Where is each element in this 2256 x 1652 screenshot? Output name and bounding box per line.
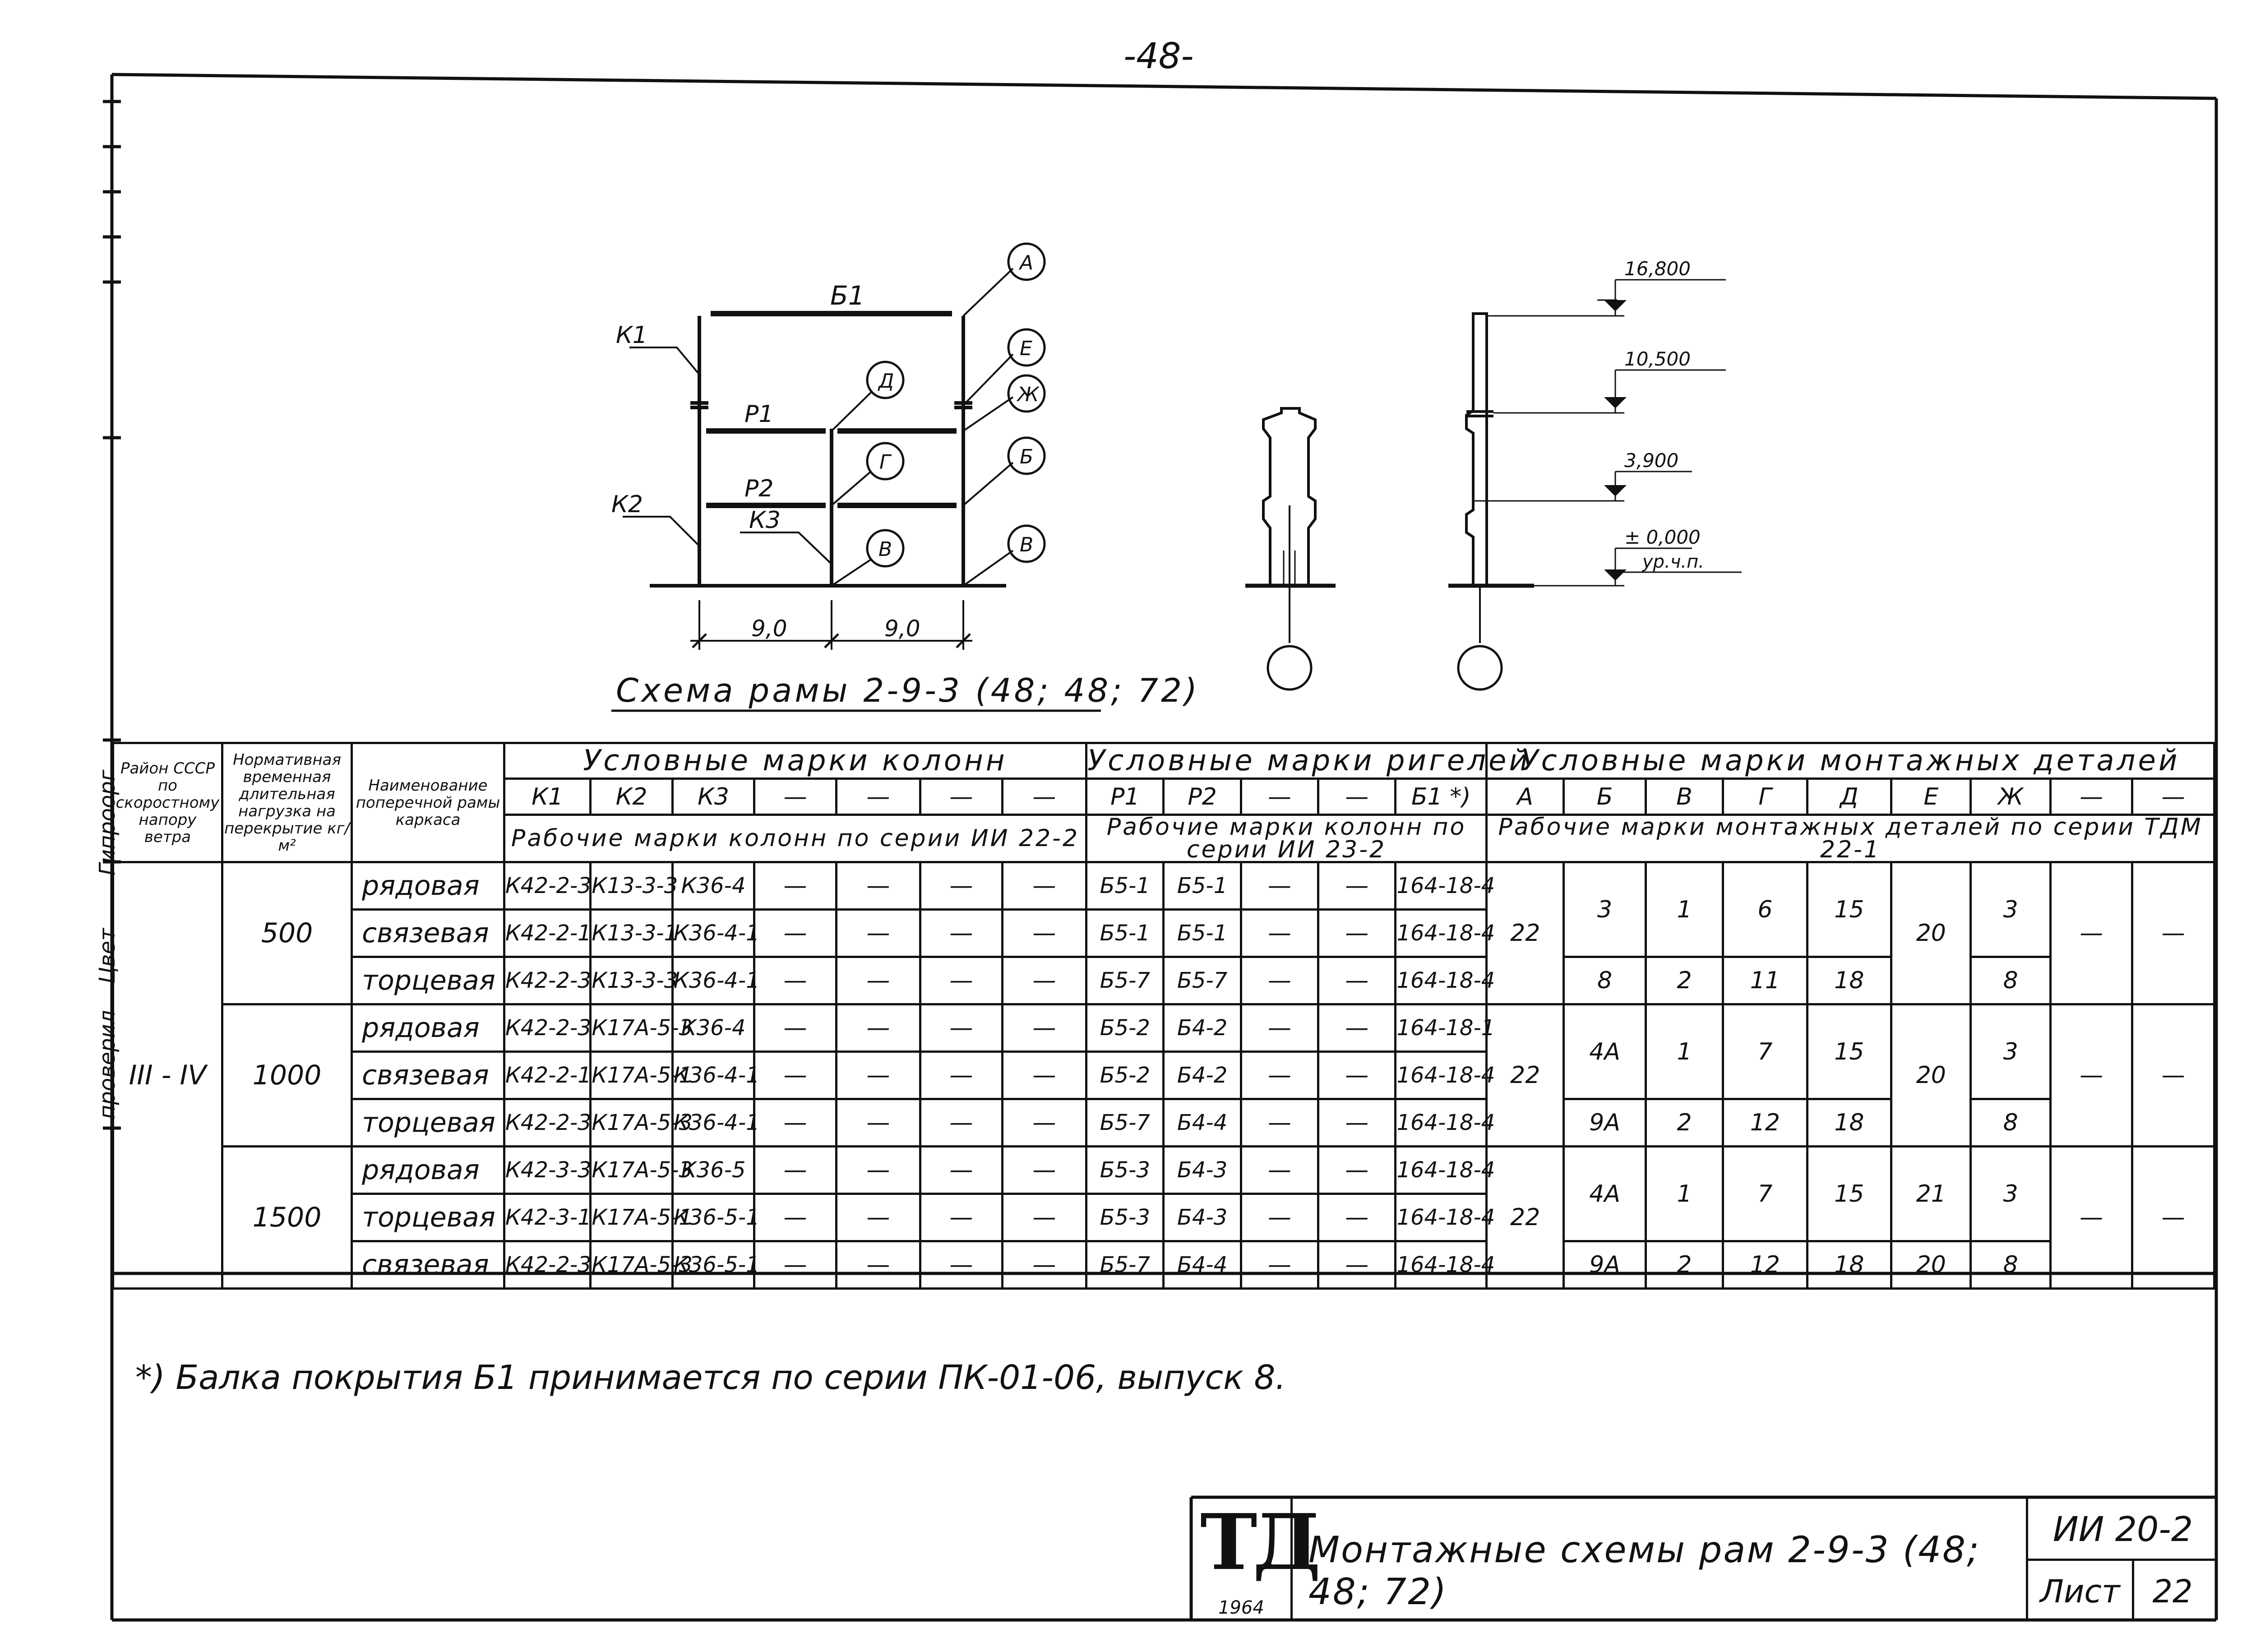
region-value: III - IV: [113, 862, 222, 1289]
stamp-signature: Цвет: [95, 928, 120, 984]
dash-cell: —: [836, 1004, 920, 1052]
detail-a-value: 22: [1487, 1004, 1564, 1147]
span-left: 9,0: [751, 615, 787, 642]
document-title: Монтажные схемы рам 2-9-3 (48; 48; 72): [1308, 1529, 1980, 1613]
column-k2: К17А-5-3: [591, 1099, 672, 1147]
rigel-p1: Б5-7: [1086, 1241, 1164, 1289]
dash-cell: —: [754, 1194, 836, 1241]
dash-cell: —: [920, 1241, 1002, 1289]
column-k1: К42-2-3: [504, 957, 591, 1004]
column-k2: К13-3-1: [591, 910, 672, 957]
rigel-p1: Б5-1: [1086, 862, 1164, 910]
beam-b1: 164-18-4: [1396, 1052, 1487, 1099]
header-rigels-work: Рабочие марки колонн по серии ИИ 23-2: [1086, 815, 1487, 862]
dash-cell: —: [754, 1099, 836, 1147]
detail-b-value: 9А: [1564, 1099, 1646, 1147]
dash-cell: —: [1318, 1099, 1396, 1147]
frame-name: торцевая: [352, 1194, 504, 1241]
detail-e-value: 21: [1891, 1147, 1971, 1241]
elevation-3900: 3,900: [1624, 449, 1679, 472]
elevation-0000: ± 0,000: [1624, 526, 1701, 548]
span-right: 9,0: [884, 615, 920, 642]
column-k3: К36-4: [672, 862, 754, 910]
detail-zh-value: 8: [1971, 957, 2050, 1004]
detail-b-value: 3: [1564, 862, 1646, 957]
column-k1: К42-3-3: [504, 1147, 591, 1194]
column-k2: К13-3-3: [591, 957, 672, 1004]
detail-mark-d: Д: [1807, 779, 1891, 815]
dash-cell: —: [836, 1099, 920, 1147]
detail-zh: Ж: [1017, 383, 1039, 406]
frame-name: рядовая: [352, 862, 504, 910]
detail-e-value: 20: [1891, 1241, 1971, 1289]
detail-b: Б: [1020, 445, 1034, 468]
col-mark-6: —: [920, 779, 1002, 815]
rigel-p1: Б5-2: [1086, 1052, 1164, 1099]
title-block: [1191, 1497, 2215, 1620]
rigel-mark-p1: Р1: [1086, 779, 1164, 815]
document-code: ИИ 20-2: [2053, 1509, 2193, 1549]
detail-mark-9: —: [2132, 779, 2214, 815]
dash-cell: —: [1318, 910, 1396, 957]
detail-v-mid: В: [878, 538, 892, 561]
dash-cell: —: [1002, 1004, 1086, 1052]
dash-cell: —: [1002, 1052, 1086, 1099]
dash-cell: —: [1241, 1194, 1318, 1241]
load-value: 500: [222, 862, 351, 1004]
detail-mark-zh: Ж: [1971, 779, 2050, 815]
dash-cell: —: [754, 862, 836, 910]
dash-cell: —: [920, 862, 1002, 910]
rigel-p2: Б4-3: [1164, 1194, 1241, 1241]
detail-b-value: 4А: [1564, 1147, 1646, 1241]
detail-d-value: 18: [1807, 1099, 1891, 1147]
rigel-mark-p2: Р2: [1164, 779, 1241, 815]
dash-cell: —: [754, 1147, 836, 1194]
rigel-p2: Б5-7: [1164, 957, 1241, 1004]
column-k2: К17А-5-3: [591, 1147, 672, 1194]
column-k3: К36-4: [672, 1004, 754, 1052]
detail-v-value: 2: [1646, 1099, 1723, 1147]
frame-name: торцевая: [352, 957, 504, 1004]
detail-mark-e: Е: [1891, 779, 1971, 815]
header-frame-name: Наименование поперечной рамы каркаса: [352, 743, 504, 862]
sheet-number: 22: [2152, 1573, 2193, 1610]
detail-g: Г: [879, 451, 891, 474]
column-k1: К42-2-1: [504, 1052, 591, 1099]
dash-cell: —: [2050, 1147, 2132, 1289]
dash-cell: —: [754, 1241, 836, 1289]
dash-cell: —: [836, 1194, 920, 1241]
detail-g-value: 12: [1723, 1099, 1807, 1147]
detail-zh-value: 3: [1971, 862, 2050, 957]
dash-cell: —: [1241, 957, 1318, 1004]
dash-cell: —: [1241, 1241, 1318, 1289]
detail-v-value: 1: [1646, 1147, 1723, 1241]
detail-g-value: 12: [1723, 1241, 1807, 1289]
label-rigel-p1: Р1: [744, 401, 774, 428]
detail-d-value: 15: [1807, 1004, 1891, 1099]
dash-cell: —: [1002, 1194, 1086, 1241]
label-rigel-p2: Р2: [744, 475, 774, 502]
detail-mark-b: Б: [1564, 779, 1646, 815]
dash-cell: —: [2132, 1147, 2214, 1289]
dash-cell: —: [920, 1147, 1002, 1194]
detail-v-value: 1: [1646, 1004, 1723, 1099]
table-row: [113, 1241, 2214, 1289]
header-columns-title: Условные марки колонн: [504, 743, 1086, 779]
sheet-label-box: [2026, 1559, 2134, 1620]
column-k1: К42-2-3: [504, 1241, 591, 1289]
dash-cell: —: [920, 1194, 1002, 1241]
dash-cell: —: [836, 1241, 920, 1289]
dash-cell: —: [754, 957, 836, 1004]
detail-g-value: 6: [1723, 862, 1807, 957]
dash-cell: —: [1318, 1241, 1396, 1289]
label-column-k2: К2: [611, 491, 643, 518]
column-k1: К42-2-1: [504, 910, 591, 957]
detail-d-value: 15: [1807, 862, 1891, 957]
detail-a-value: 22: [1487, 862, 1564, 1004]
detail-g-value: 7: [1723, 1004, 1807, 1099]
column-k1: К42-2-3: [504, 862, 591, 910]
page-number: -48-: [1123, 36, 1194, 77]
col-mark-k2: К2: [591, 779, 672, 815]
dash-cell: —: [1318, 1052, 1396, 1099]
column-k2: К17А-5-3: [591, 1004, 672, 1052]
dash-cell: —: [1318, 1004, 1396, 1052]
header-columns-work: Рабочие марки колонн по серии ИИ 22-2: [504, 815, 1086, 862]
detail-e: Е: [1020, 337, 1032, 360]
stamp-org: Гипроорг: [95, 769, 120, 875]
label-column-k3: К3: [749, 507, 781, 534]
detail-mark-g: Г: [1723, 779, 1807, 815]
dash-cell: —: [1318, 1147, 1396, 1194]
dash-cell: —: [836, 910, 920, 957]
scheme-caption: Схема рамы 2-9-3 (48; 48; 72): [616, 671, 1200, 709]
beam-b1: 164-18-4: [1396, 910, 1487, 957]
col-mark-5: —: [836, 779, 920, 815]
column-k2: К17А-5-1: [591, 1194, 672, 1241]
dash-cell: —: [1002, 957, 1086, 1004]
footnote: *) Балка покрытия Б1 принимается по серии ПК-01-06, выпуск 8.: [135, 1358, 1286, 1397]
load-value: 1000: [222, 1004, 351, 1147]
detail-d: Д: [878, 370, 894, 393]
dash-cell: —: [836, 1052, 920, 1099]
detail-zh-value: 8: [1971, 1099, 2050, 1147]
column-k2: К13-3-3: [591, 862, 672, 910]
load-value: 1500: [222, 1147, 351, 1289]
dash-cell: —: [1241, 1147, 1318, 1194]
dash-cell: —: [2050, 862, 2132, 1004]
detail-g-value: 11: [1723, 957, 1807, 1004]
beam-b1: 164-18-1: [1396, 1004, 1487, 1052]
table-row: [113, 1004, 2214, 1052]
dash-cell: —: [754, 910, 836, 957]
elevation-10500: 10,500: [1624, 348, 1691, 370]
column-k2: К17А-5-3: [591, 1241, 672, 1289]
dash-cell: —: [836, 957, 920, 1004]
column-section: [1245, 408, 1336, 689]
rigel-p1: Б5-3: [1086, 1147, 1164, 1194]
dash-cell: —: [1002, 1241, 1086, 1289]
dash-cell: —: [754, 1004, 836, 1052]
beam-b1: 164-18-4: [1396, 957, 1487, 1004]
rigel-p2: Б5-1: [1164, 910, 1241, 957]
rigel-mark-4: —: [1318, 779, 1396, 815]
dash-cell: —: [1241, 1004, 1318, 1052]
detail-v-right: В: [1020, 533, 1034, 556]
detail-a: А: [1020, 251, 1034, 274]
table-row: [113, 862, 2214, 910]
beam-b1: 164-18-4: [1396, 1194, 1487, 1241]
dash-cell: —: [920, 910, 1002, 957]
label-column-k1: К1: [616, 322, 648, 349]
dash-cell: —: [920, 957, 1002, 1004]
rigel-p1: Б5-3: [1086, 1194, 1164, 1241]
marks-table: [112, 742, 2215, 1290]
dash-cell: —: [2050, 1004, 2132, 1147]
column-k3: К36-4-1: [672, 1052, 754, 1099]
frame-name: торцевая: [352, 1099, 504, 1147]
column-k3: К36-5: [672, 1147, 754, 1194]
dash-cell: —: [2132, 862, 2214, 1004]
detail-v-value: 1: [1646, 862, 1723, 957]
detail-d-value: 18: [1807, 1241, 1891, 1289]
dash-cell: —: [1002, 910, 1086, 957]
detail-a-value: 22: [1487, 1147, 1564, 1289]
column-k1: К42-3-1: [504, 1194, 591, 1241]
detail-zh-value: 3: [1971, 1147, 2050, 1241]
frame-name: рядовая: [352, 1147, 504, 1194]
dash-cell: —: [1318, 957, 1396, 1004]
table-row: [113, 1147, 2214, 1194]
rigel-p1: Б5-7: [1086, 957, 1164, 1004]
dash-cell: —: [1241, 1099, 1318, 1147]
detail-d-value: 15: [1807, 1147, 1891, 1241]
rigel-p2: Б4-4: [1164, 1099, 1241, 1147]
elevation-ground-label: ур.ч.п.: [1642, 551, 1704, 572]
dash-cell: —: [1002, 1099, 1086, 1147]
detail-v-value: 2: [1646, 1241, 1723, 1289]
rigel-p1: Б5-1: [1086, 910, 1164, 957]
rigel-p2: Б4-4: [1164, 1241, 1241, 1289]
col-mark-k3: К3: [672, 779, 754, 815]
sheet-label: Лист: [2040, 1573, 2120, 1610]
frame-scheme: [611, 244, 1101, 711]
detail-mark-v: В: [1646, 779, 1723, 815]
detail-b-value: 4А: [1564, 1004, 1646, 1099]
stamp-checked: проверил: [95, 1010, 120, 1119]
col-mark-4: —: [754, 779, 836, 815]
frame-name: связевая: [352, 1241, 504, 1289]
rigel-mark-b1: Б1 *): [1396, 779, 1487, 815]
dash-cell: —: [1318, 862, 1396, 910]
dash-cell: —: [1241, 862, 1318, 910]
detail-e-value: 20: [1891, 862, 1971, 1004]
dash-cell: —: [1241, 1052, 1318, 1099]
logo-year: 1964: [1218, 1597, 1264, 1618]
beam-b1: 164-18-4: [1396, 1099, 1487, 1147]
dash-cell: —: [836, 1147, 920, 1194]
elevation-16800: 16,800: [1624, 258, 1691, 280]
rigel-p2: Б4-2: [1164, 1004, 1241, 1052]
header-load: Нормативная временная длительная нагрузка на перекрытие кг/м²: [222, 743, 351, 862]
column-k3: К36-4-1: [672, 1099, 754, 1147]
header-rigels-title: Условные марки ригелей: [1086, 743, 1487, 779]
detail-v-value: 2: [1646, 957, 1723, 1004]
column-elevation: [1448, 280, 1742, 689]
label-beam-b1: Б1: [830, 280, 865, 311]
column-k1: К42-2-3: [504, 1004, 591, 1052]
dash-cell: —: [1002, 1147, 1086, 1194]
dash-cell: —: [836, 862, 920, 910]
detail-mark-8: —: [2050, 779, 2132, 815]
rigel-p1: Б5-2: [1086, 1004, 1164, 1052]
detail-b-value: 9А: [1564, 1241, 1646, 1289]
header-region: Район СССР по скоростному напору ветра: [113, 743, 222, 862]
dash-cell: —: [920, 1052, 1002, 1099]
detail-zh-value: 3: [1971, 1004, 2050, 1099]
column-k3: К36-5-1: [672, 1194, 754, 1241]
code-box: [2026, 1497, 2218, 1561]
dash-cell: —: [1318, 1194, 1396, 1241]
detail-b-value: 8: [1564, 957, 1646, 1004]
logo-box: [1191, 1497, 1317, 1620]
rigel-p2: Б5-1: [1164, 862, 1241, 910]
column-k1: К42-2-3: [504, 1099, 591, 1147]
column-k2: К17А-5-1: [591, 1052, 672, 1099]
rigel-p2: Б4-2: [1164, 1052, 1241, 1099]
dash-cell: —: [920, 1099, 1002, 1147]
rigel-p1: Б5-7: [1086, 1099, 1164, 1147]
detail-d-value: 18: [1807, 957, 1891, 1004]
detail-zh-value: 8: [1971, 1241, 2050, 1289]
rigel-p2: Б4-3: [1164, 1147, 1241, 1194]
logo: ТД: [1200, 1497, 1317, 1587]
detail-mark-a: А: [1487, 779, 1564, 815]
column-k3: К36-4-1: [672, 957, 754, 1004]
col-mark-7: —: [1002, 779, 1086, 815]
beam-b1: 164-18-4: [1396, 1147, 1487, 1194]
dash-cell: —: [1002, 862, 1086, 910]
beam-b1: 164-18-4: [1396, 1241, 1487, 1289]
dash-cell: —: [754, 1052, 836, 1099]
header-details-work: Рабочие марки монтажных деталей по серии ТДМ 22-1: [1487, 815, 2214, 862]
column-k3: К36-5-1: [672, 1241, 754, 1289]
beam-b1: 164-18-4: [1396, 862, 1487, 910]
dash-cell: —: [2132, 1004, 2214, 1147]
dash-cell: —: [1241, 910, 1318, 957]
column-k3: К36-4-1: [672, 910, 754, 957]
header-details-title: Условные марки монтажных деталей: [1487, 743, 2214, 779]
rigel-mark-3: —: [1241, 779, 1318, 815]
frame-name: связевая: [352, 910, 504, 957]
frame-name: связевая: [352, 1052, 504, 1099]
frame-name: рядовая: [352, 1004, 504, 1052]
col-mark-k1: К1: [504, 779, 591, 815]
detail-e-value: 20: [1891, 1004, 1971, 1147]
dash-cell: —: [920, 1004, 1002, 1052]
detail-g-value: 7: [1723, 1147, 1807, 1241]
